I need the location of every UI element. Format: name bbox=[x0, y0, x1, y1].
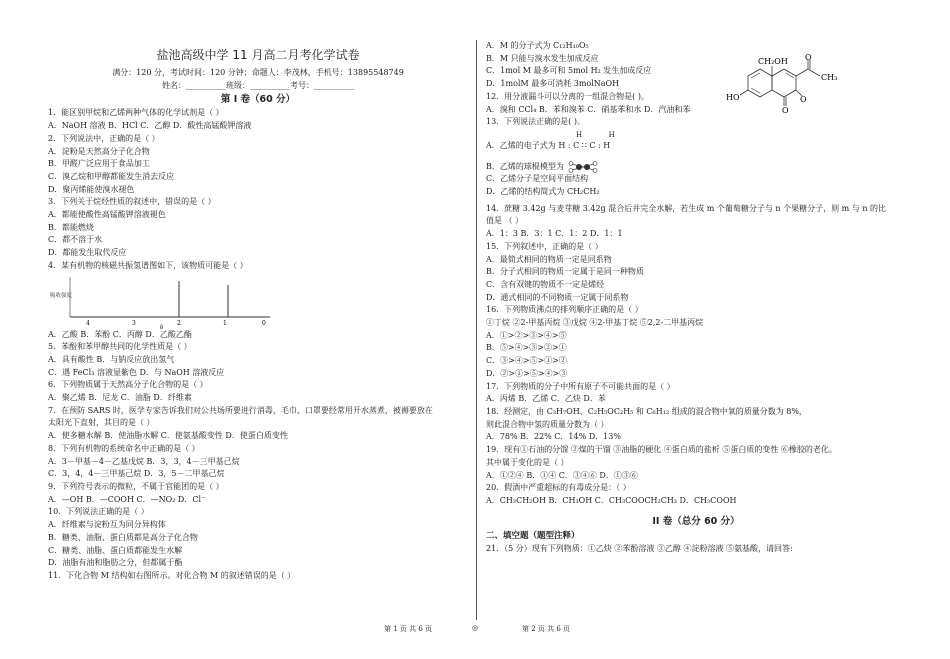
q13-option-c: C．乙烯分子是空间平面结构 bbox=[486, 174, 589, 184]
question-21: 21．（5 分）现有下列物质：①乙炔 ②苯酚溶液 ③乙醇 ④淀粉溶液 ⑤氨基酸，请回答: bbox=[486, 543, 793, 553]
question-line: C．都不溶于水 bbox=[48, 235, 103, 245]
question-line: A．3－甲基－4－乙基戊烷 B．3，3，4－三甲基己烷 bbox=[48, 456, 240, 466]
question-line: 9．下列符号表示的微粒，不属于官能团的是（ ） bbox=[48, 481, 224, 491]
question-line: 19．现有①石油的分馏 ②煤的干馏 ③油脂的硬化 ④蛋白质的盐析 ⑤蛋白质的变性 ⑥橡胶的老化。 bbox=[486, 445, 837, 455]
structure-label: CH₂OH bbox=[758, 57, 788, 66]
question-line: A．1：3 B．3：1 C．1：2 D．1：1 bbox=[486, 229, 623, 239]
question-line: 2．下列说法中，正确的是（ ） bbox=[48, 133, 160, 143]
left-column bbox=[48, 40, 468, 583]
question-line: A．具有酸性 B．与钠反应放出氢气 bbox=[48, 354, 175, 364]
part1-heading: 第 I 卷（60 分） bbox=[220, 94, 296, 106]
fill-blank-heading: 二、填空题（题型注释） bbox=[486, 530, 580, 541]
spectrum-tick: 1 bbox=[223, 319, 227, 327]
exam-info: 满分：120 分，考试时间：120 分钟；命题人：李茂林，手机号：13895548749 bbox=[112, 68, 404, 77]
compound-m-structure bbox=[722, 54, 844, 114]
question-line: D．油脂有油和脂肪之分，但都属于酯 bbox=[48, 558, 183, 568]
page-number-right: 第 2 页 共 6 页 bbox=[522, 625, 571, 633]
question-line: A．聚乙烯 B．尼龙 C．油脂 D．纤维素 bbox=[48, 393, 192, 403]
question-list-2 bbox=[48, 329, 468, 583]
question-line: A．纤维素与淀粉互为同分异构体 bbox=[48, 520, 166, 530]
question-line: 18．经测定，由 C₃H₇OH、C₂H₅OC₂H₅ 和 C₆H₁₂ 组成的混合物中氧的质量分数为 8%， bbox=[486, 406, 807, 416]
question-line: 11．下化合物 M 结构如右图所示。对化合物 M 的叙述错误的是（ ） bbox=[48, 570, 296, 580]
structure-label: O bbox=[805, 53, 812, 62]
student-fields: 姓名：__________班级：__________考号：__________ bbox=[162, 80, 354, 90]
spectrum-xlabel: δ bbox=[160, 324, 164, 331]
question-line: C．遇 FeCl₃ 溶液显紫色 D．与 NaOH 溶液反应 bbox=[48, 367, 225, 377]
question-line: ①丁烷 ②2-甲基丙烷 ③戊烷 ④2-甲基丁烷 ⑤2,2-二甲基丙烷 bbox=[486, 318, 704, 328]
question-line: 5．苯酚和苯甲醇共同的化学性质是（ ） bbox=[48, 342, 192, 352]
question-line: C．1mol M 最多可和 5mol H₂ 发生加成反应 bbox=[486, 66, 652, 76]
question-line: 14．蔗糖 3.42g 与麦芽糖 3.42g 混合后并完全水解，若生成 m 个葡萄糖分子与 n 个果糖分子，则 m 与 n 的比 bbox=[486, 203, 887, 213]
question-line: A．NaOH 溶液 B．HCl C．乙醇 D．酸性高锰酸钾溶液 bbox=[48, 121, 252, 131]
question-line: A．都能使酸性高锰酸钾溶液褪色 bbox=[48, 210, 166, 220]
q13-option-b-text: B．乙烯的球棍模型为 bbox=[486, 161, 564, 171]
question-line: 12．用分液漏斗可以分离的一组混合物是( )。 bbox=[486, 91, 649, 101]
question-line: A．78% B．22% C．14% D．13% bbox=[486, 432, 621, 442]
question-line: D．聚丙烯能使溴水褪色 bbox=[48, 184, 135, 194]
question-line: B．分子式相同的物质一定属于是同一种物质 bbox=[486, 267, 644, 277]
question-line: C．溴乙烷和甲醇都能发生消去反应 bbox=[48, 171, 175, 181]
spectrum-tick: 0 bbox=[262, 319, 266, 327]
question-line: 15．下列叙述中，正确的是（ ） bbox=[486, 241, 603, 251]
footer-mark: ◎ bbox=[472, 624, 479, 632]
part2-heading: II 卷（总分 60 分） bbox=[652, 515, 740, 527]
spectrum-tick: 2 bbox=[177, 319, 181, 327]
question-line: A．—OH B．—COOH C．—NO₂ D．Cl⁻ bbox=[48, 494, 206, 504]
electron-h: H bbox=[576, 130, 583, 139]
question-line: B．都能燃烧 bbox=[48, 222, 94, 232]
structure-label: CH₃ bbox=[821, 73, 838, 82]
question-line: 3．下列关于烷烃性质的叙述中，错误的是（ ） bbox=[48, 197, 216, 207]
question-line: 太阳光下直射，其目的是（ ） bbox=[48, 418, 155, 428]
question-line: D．1molM 最多可消耗 3molNaOH bbox=[486, 79, 620, 89]
question-line: A．溴和 CCl₄ B．苯和溴苯 C．硝基苯和水 D．汽油和苯 bbox=[486, 104, 691, 114]
question-line: B．M 只能与溴水发生加成反应 bbox=[486, 53, 599, 63]
column-divider bbox=[476, 40, 477, 620]
q13-option-b bbox=[486, 161, 906, 174]
question-line: D．②>①>⑤>④>③ bbox=[486, 368, 568, 378]
question-line: 7．在预防 SARS 时，医学专家告诉我们对公共场所要进行消毒，毛巾、口罩要经常用开水蒸煮，被褥要放在 bbox=[48, 405, 433, 415]
right-column bbox=[486, 40, 906, 555]
question-line: A．使多糖水解 B．使油脂水解 C．使氨基酸变性 D．使蛋白质变性 bbox=[48, 431, 288, 441]
question-line: B．甲醛广泛应用于食品加工 bbox=[48, 159, 150, 169]
spectrum-ylabel: 吸收强度 bbox=[50, 292, 73, 299]
question-line: C．3，4，4－三甲基己烷 D．3，5－二甲基己烷 bbox=[48, 469, 225, 479]
question-line: 8．下列有机物的系统命名中正确的是（ ） bbox=[48, 443, 200, 453]
question-line: 20．假酒中严重超标的有毒成分是：（ ） bbox=[486, 483, 631, 493]
spectrum-tick: 3 bbox=[132, 319, 136, 327]
question-line: C．③>④>⑤>①>② bbox=[486, 356, 567, 366]
ball-stick-model-icon bbox=[566, 161, 600, 173]
question-line: 17．下列物质的分子中所有原子不可能共面的是（ ） bbox=[486, 381, 675, 391]
nmr-spectrum bbox=[48, 275, 468, 331]
spectrum-tick: 4 bbox=[86, 319, 90, 327]
question-line: 其中属于变化的是（ ） bbox=[486, 457, 569, 467]
question-line: A．M 的分子式为 C₁₂H₁₀O₅ bbox=[486, 41, 589, 50]
nmr-spectrum-plot bbox=[48, 275, 278, 331]
question-line: 6．下列物质属于天然高分子化合物的是（ ） bbox=[48, 380, 208, 390]
question-line: 则此混合物中氢的质量分数为（ ） bbox=[486, 419, 609, 429]
question-line: 10．下列说法正确的是（ ） bbox=[48, 507, 149, 517]
q13-option-a-text: A．乙烯的电子式为 bbox=[486, 140, 556, 150]
structure-label: O bbox=[800, 95, 807, 104]
question-line: D．都能发生取代反应 bbox=[48, 248, 127, 258]
question-line: 4．某有机物的核磁共振氢谱图如下，该物质可能是（ ） bbox=[48, 260, 248, 270]
question-line: A．CH₃CH₂OH B．CH₃OH C．CH₃COOCH₂CH₃ D．CH₃COOH bbox=[486, 495, 737, 505]
structure-label: HO bbox=[726, 93, 740, 102]
electron-formula: H : C ∷ C : H bbox=[558, 140, 611, 150]
question-line: A．最简式相同的物质一定是同系物 bbox=[486, 254, 612, 264]
question-list-4 bbox=[486, 203, 906, 508]
question-line: A．①>②>③>④>⑤ bbox=[486, 330, 567, 340]
question-line: C．糖类、油脂、蛋白质都能发生水解 bbox=[48, 545, 183, 555]
question-line: D．通式相同的不同物质一定属于同系物 bbox=[486, 292, 629, 302]
question-line: 1．能区别甲烷和乙烯两种气体的化学试剂是（ ） bbox=[48, 108, 224, 118]
q13-spacer bbox=[486, 153, 906, 161]
question-line: A．①②④ B．①④ C．③④⑥ D．①③⑥ bbox=[486, 470, 638, 480]
question-line: B．⑤>④>③>②>① bbox=[486, 343, 567, 353]
question-line: A．淀粉是天然高分子化合物 bbox=[48, 146, 150, 156]
question-line: 值是 （ ） bbox=[486, 216, 524, 226]
structure-label: O bbox=[782, 106, 789, 115]
question-line: 13．下列说法正确的是( )。 bbox=[486, 117, 585, 127]
question-list-1 bbox=[48, 107, 468, 272]
question-line: A．乙酸 B．苯酚 C．丙醇 D．乙酸乙酯 bbox=[48, 329, 192, 339]
electron-h: H bbox=[608, 130, 615, 139]
question-line: A．丙烯 B．乙烯 C．乙炔 D．苯 bbox=[486, 394, 606, 404]
q13-electron-spacer bbox=[486, 129, 906, 140]
q13-option-d: D．乙烯的结构简式为 CH₂CH₂ bbox=[486, 187, 600, 197]
question-line: B．糖类、油脂、蛋白质都是高分子化合物 bbox=[48, 532, 198, 542]
exam-title: 盐池高级中学 11 月高二月考化学试卷 bbox=[156, 48, 360, 62]
question-line: C．含有双键的物质不一定是烯烃 bbox=[486, 279, 605, 289]
question-line: 16．下列物质沸点的排列顺序正确的是（ ） bbox=[486, 305, 643, 315]
q13-option-a bbox=[486, 140, 906, 153]
page-number-left: 第 1 页 共 6 页 bbox=[384, 625, 433, 633]
